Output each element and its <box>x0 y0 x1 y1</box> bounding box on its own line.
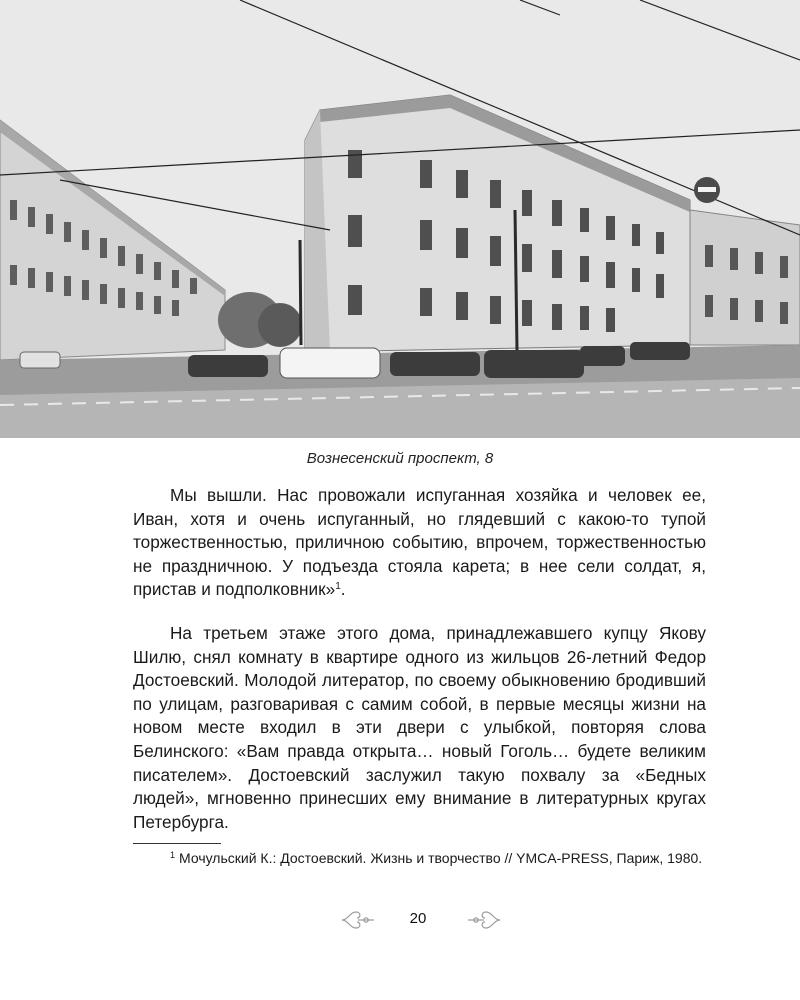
page-footer <box>0 904 800 936</box>
footnote-reference: 1 <box>335 581 341 593</box>
footnote-text: Мочульский К.: Достоевский. Жизнь и творчество // YMCA-PRESS, Париж, 1980. <box>179 850 703 866</box>
photo-caption: Вознесенский проспект, 8 <box>306 450 494 467</box>
body-text <box>133 484 706 834</box>
footnote-divider <box>133 843 221 844</box>
footnote-mark: 1 <box>170 850 176 860</box>
street-photo-illustration <box>0 0 800 438</box>
footnote <box>133 848 706 868</box>
paragraph: На третьем этаже этого дома, принадлежавшего купцу Якову Шилю, снял комнату в квартире одного из жильцов 26-летний Федор Достоевский. Молодой литератор, по своему обыкновению бродивший по улицам, разговаривая с самим собой, в первые месяцы жизни на новом месте входил в эти двери с улыбкой, повторяя слова Белинского: «Вам правда открыта… новый Гоголь… будете великим писателем». Достоевский заслужил такую похвалу за «Бедных людей», мгновенно принесших ему внимание в литературных кругах Петербурга. <box>133 622 706 832</box>
flourish-left-icon <box>340 906 376 934</box>
flourish-right-icon <box>466 906 502 934</box>
street-photo <box>0 0 800 438</box>
page-number: 20 <box>409 910 427 927</box>
paragraph: Мы вышли. Нас провожали испуганная хозяйка и человек ее, Иван, хотя и очень испуганный, но глядевший с какою-то тупой торжественностью, приличною событию, впрочем, торжественностью не праздничною. У подъезда стояла карета; в нее сели солдат, я, пристав и подполковник»$^1$. <box>133 485 706 600</box>
